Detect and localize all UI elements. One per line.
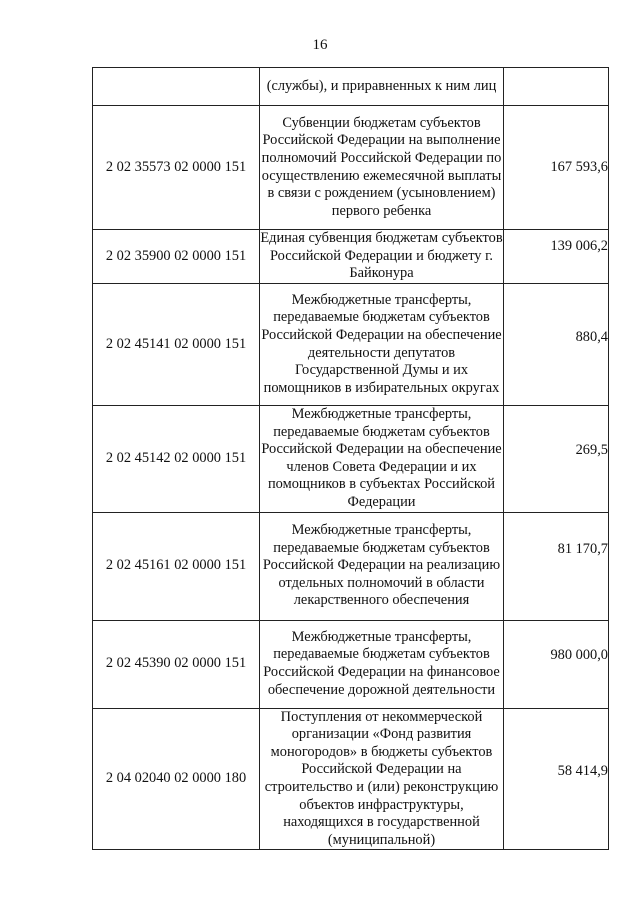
budget-code-cell <box>93 68 260 106</box>
budget-code-cell: 2 02 45161 02 0000 151 <box>93 512 260 620</box>
budget-code-cell: 2 04 02040 02 0000 180 <box>93 708 260 850</box>
table-row <box>93 620 609 708</box>
budget-code-cell: 2 02 45142 02 0000 151 <box>93 406 260 513</box>
table-row <box>93 708 609 850</box>
revenue-name-cell: Межбюджетные трансферты, передаваемые бюджетам субъектов Российской Федерации на реализацию отдельных полномочий в области лекарственного обеспечения <box>260 512 504 620</box>
budget-code-cell: 2 02 45141 02 0000 151 <box>93 284 260 406</box>
table-row <box>93 406 609 513</box>
table-row <box>93 284 609 406</box>
amount-cell: 980 000,0 <box>504 620 609 708</box>
revenue-name-cell: Субвенции бюджетам субъектов Российской Федерации на выполнение полномочий Российской Федерации по осуществлению ежемесячной выплаты в связи с рождением (усыновлением) первого ребенка <box>260 106 504 230</box>
amount-cell: 139 006,2 <box>504 230 609 284</box>
amount-cell: 81 170,7 <box>504 512 609 620</box>
amount-cell: 167 593,6 <box>504 106 609 230</box>
table-row <box>93 68 609 106</box>
budget-code-cell: 2 02 35900 02 0000 151 <box>93 230 260 284</box>
revenue-name-cell: Поступления от некоммерческой организации «Фонд развития моногородов» в бюджеты субъектов Российской Федерации на строительство и (или) реконструкцию объектов инфраструктуры, находящихся в государственной (муниципальной) <box>260 708 504 850</box>
budget-revenue-table <box>92 67 609 850</box>
amount-cell <box>504 68 609 106</box>
page-number: 16 <box>312 37 328 53</box>
revenue-name-cell: Единая субвенция бюджетам субъектов Российской Федерации и бюджету г. Байконура <box>260 230 504 284</box>
revenue-name-cell: Межбюджетные трансферты, передаваемые бюджетам субъектов Российской Федерации на финансовое обеспечение дорожной деятельности <box>260 620 504 708</box>
amount-cell: 269,5 <box>504 406 609 513</box>
amount-cell: 58 414,9 <box>504 708 609 850</box>
budget-code-cell: 2 02 35573 02 0000 151 <box>93 106 260 230</box>
budget-code-cell: 2 02 45390 02 0000 151 <box>93 620 260 708</box>
revenue-name-cell: (службы), и приравненных к ним лиц <box>260 68 504 106</box>
table-row <box>93 230 609 284</box>
revenue-name-cell: Межбюджетные трансферты, передаваемые бюджетам субъектов Российской Федерации на обеспечение деятельности депутатов Государственной Думы и их помощников в избирательных округах <box>260 284 504 406</box>
amount-cell: 880,4 <box>504 284 609 406</box>
revenue-name-cell: Межбюджетные трансферты, передаваемые бюджетам субъектов Российской Федерации на обеспечение членов Совета Федерации и их помощников в субъектах Российской Федерации <box>260 406 504 513</box>
table-row <box>93 512 609 620</box>
table-row <box>93 106 609 230</box>
